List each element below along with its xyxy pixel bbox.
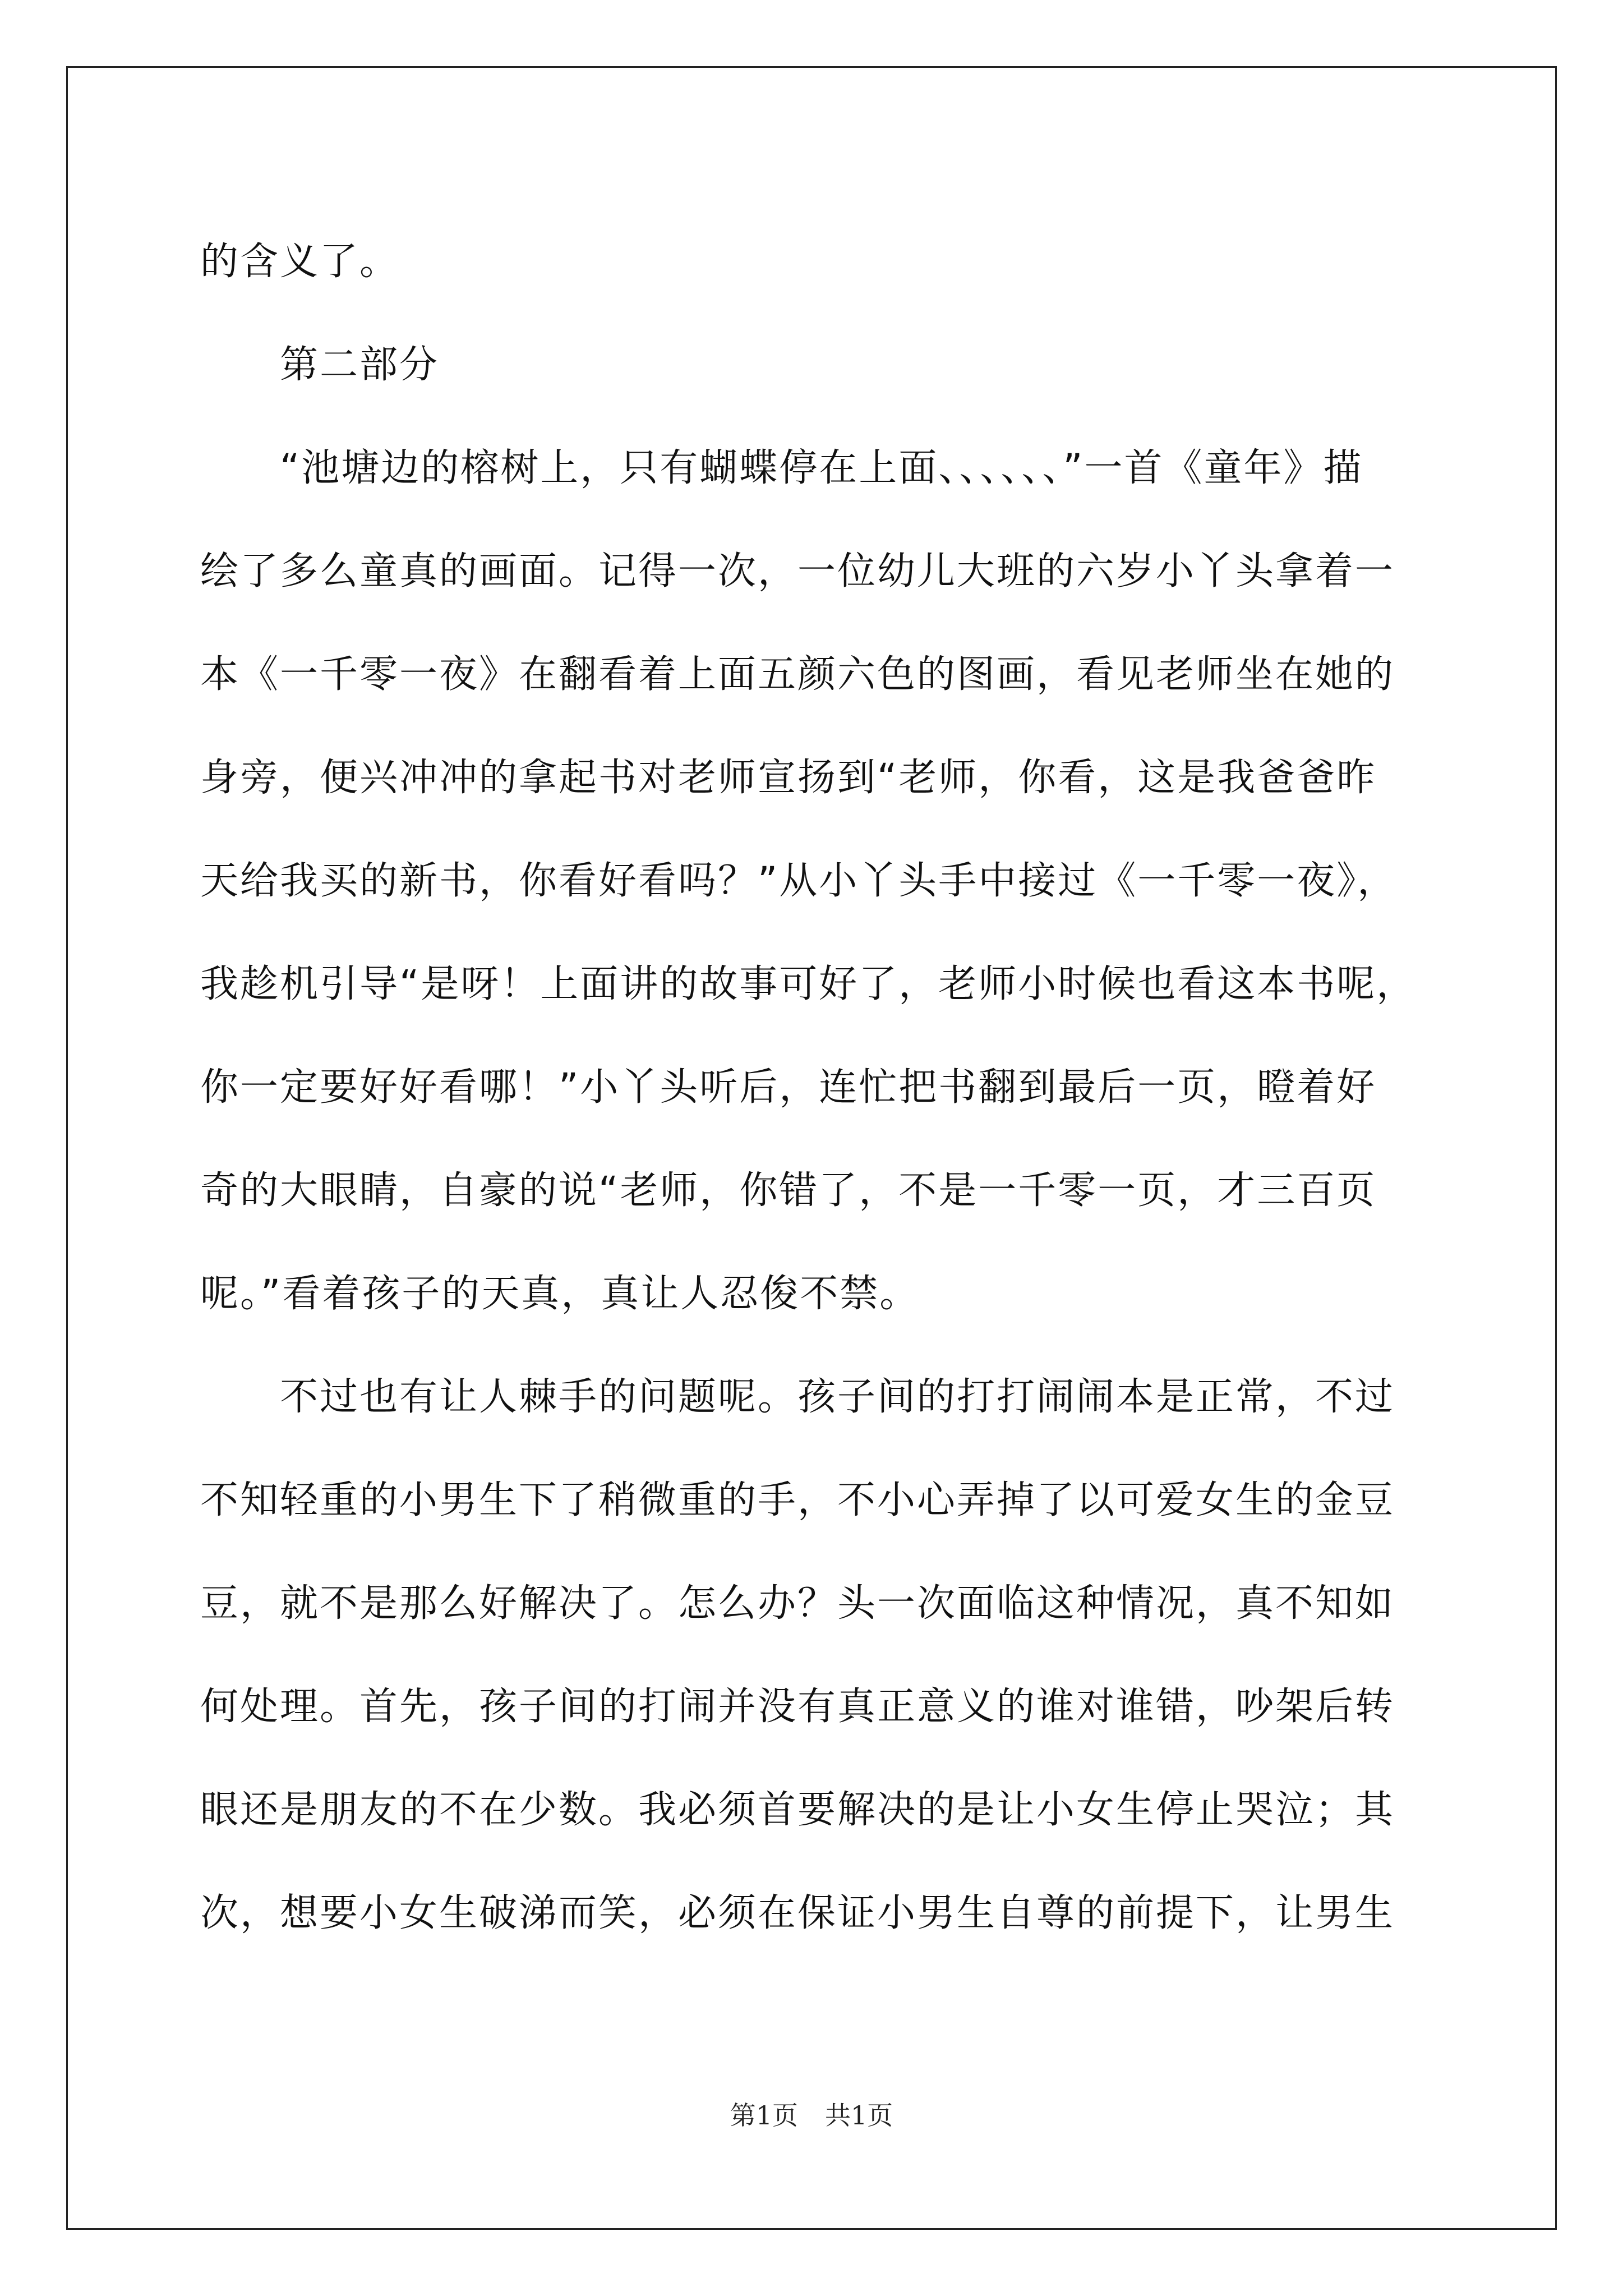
- text-line: 豆，就不是那么好解决了。怎么办？头一次面临这种情况，真不知如: [200, 1581, 1395, 1626]
- page-footer: [0, 2095, 1623, 2132]
- text-line: 身旁，便兴冲冲的拿起书对老师宣扬到“老师，你看，这是我爸爸昨: [200, 756, 1377, 800]
- text-line: 不知轻重的小男生下了稍微重的手，不小心弄掉了以可爱女生的金豆: [200, 1478, 1395, 1522]
- section-heading: 第二部分: [280, 343, 440, 387]
- text-line: 呢。”看着孩子的天真，真让人忍俊不禁。: [200, 1272, 920, 1316]
- text-line: 天给我买的新书，你看好看吗？”从小丫头手中接过《一千零一夜》，: [200, 859, 1398, 903]
- text-line: 的含义了。: [200, 240, 400, 284]
- text-line: 我趁机引导“是呀！上面讲的故事可好了，老师小时候也看这本书呢，: [200, 962, 1417, 1006]
- text-line: “池塘边的榕树上，只有蝴蝶停在上面、、、、、、”一首《童年》描: [280, 446, 1363, 490]
- text-line: 你一定要好好看哪！”小丫头听后，连忙把书翻到最后一页，瞪着好: [200, 1065, 1377, 1110]
- page-total: 共1页: [825, 2100, 893, 2131]
- text-line: 本《一千零一夜》在翻看着上面五颜六色的图画，看见老师坐在她的: [200, 652, 1395, 697]
- document-body: [200, 210, 1434, 1965]
- text-line: 何处理。首先，孩子间的打闹并没有真正意义的谁对谁错，吵架后转: [200, 1685, 1395, 1729]
- text-line: 奇的大眼睛，自豪的说“老师，你错了，不是一千零一页，才三百页: [200, 1168, 1377, 1213]
- text-line: 次，想要小女生破涕而笑，必须在保证小男生自尊的前提下，让男生: [200, 1891, 1395, 1935]
- text-line: 绘了多么童真的画面。记得一次，一位幼儿大班的六岁小丫头拿着一: [200, 549, 1395, 593]
- page-number: 第1页: [730, 2100, 798, 2131]
- text-line: 眼还是朋友的不在少数。我必须首要解决的是让小女生停止哭泣；其: [200, 1788, 1395, 1832]
- text-line: 不过也有让人棘手的问题呢。孩子间的打打闹闹本是正常，不过: [280, 1375, 1395, 1419]
